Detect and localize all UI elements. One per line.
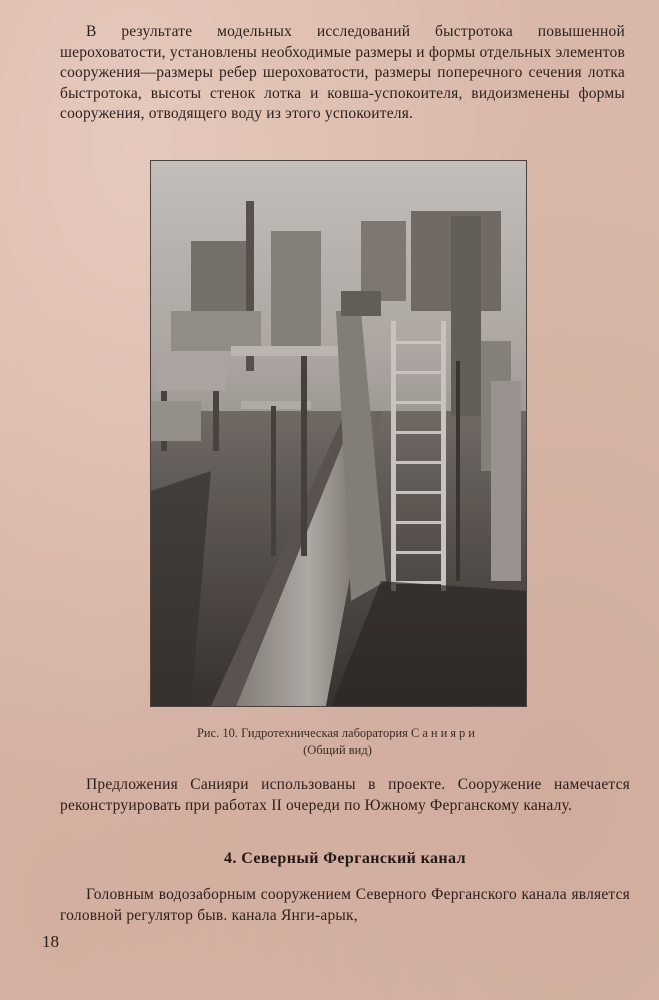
caption-line-1 [130,725,545,742]
caption-prefix: Рис. 10. Гидротехническая лаборатория [196,726,408,740]
figure-photo-laboratory [150,160,527,707]
laboratory-photo-illustration [151,161,526,706]
caption-institution: Санияри [411,726,478,740]
page-number: 18 [42,932,59,951]
section-heading: 4. Северный Ферганский канал [224,850,466,867]
paragraph-bottom: Головным водозаборным сооружением Северного Ферганского канала является головной регулятор быв. канала Янги-арык, [60,886,630,924]
paragraph-middle: Предложения Санияри использованы в проекте. Сооружение намечается реконструировать при работах II очереди по Южному Ферганскому каналу. [60,776,630,814]
figure-caption [130,725,545,759]
paragraph-top: В результате модельных исследований быстротока повышенной шероховатости, установлены необходимые размеры и формы отдельных элементов сооружения—размеры ребер шероховатости, размеры поперечного сечения лотка быстротока, высоты стенок лотка и ковша-успокоителя, видоизменены формы сооружения, отводящего воду из этого успокоителя. [60,23,625,122]
caption-line-2: (Общий вид) [303,743,372,757]
